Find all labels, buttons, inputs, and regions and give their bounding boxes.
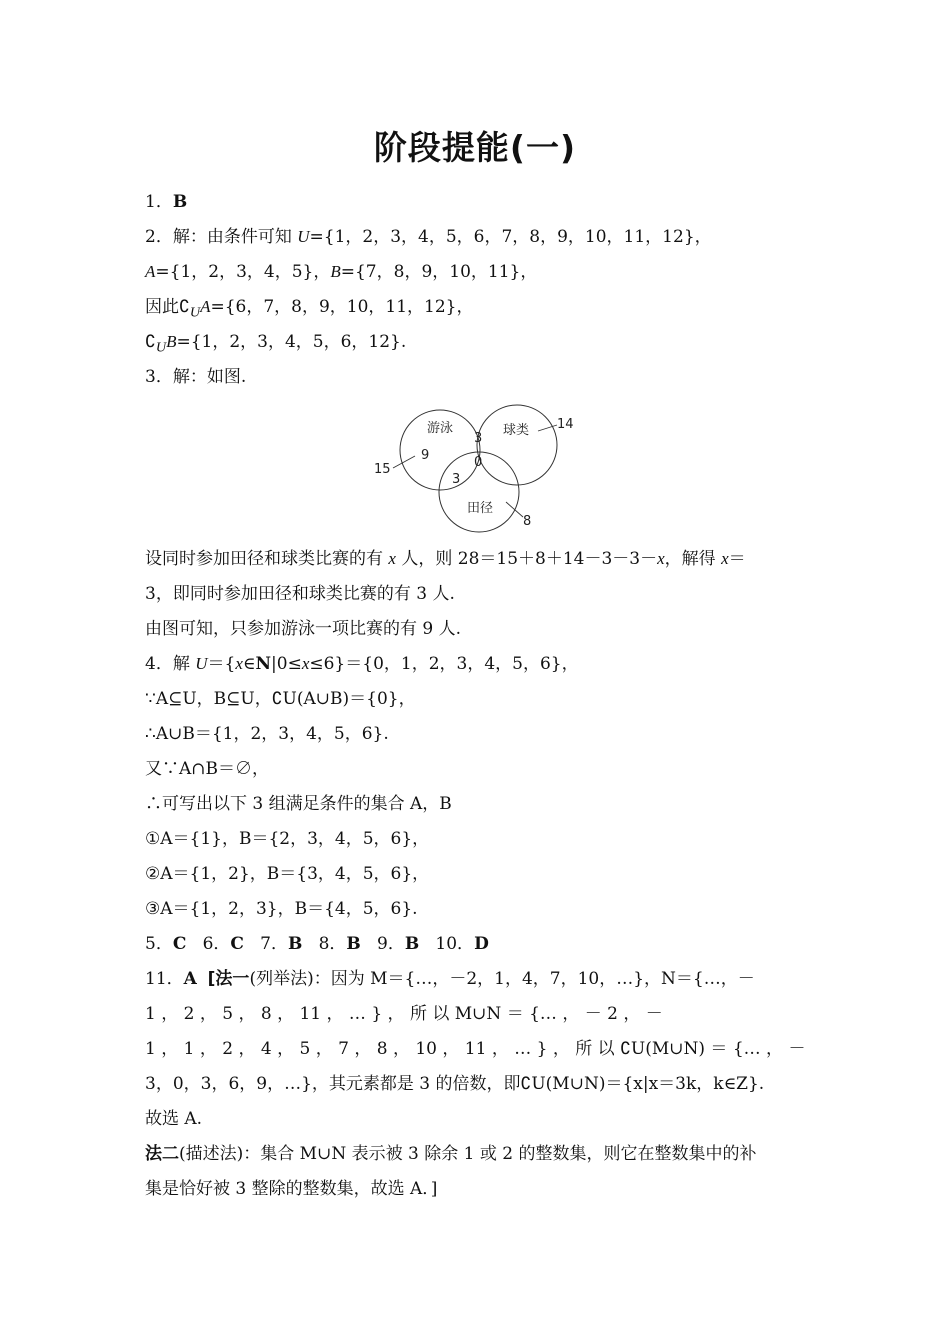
answer-11-line-1: 11．A [法一(列举法)：因为 M＝{…，－2，1，4，7，10，…}，N＝{…，－ — [145, 969, 755, 989]
answer-3-lead: 3．解：如图. — [145, 367, 247, 387]
venn-total-track: 8 — [523, 514, 532, 529]
answer-11-line-2: 1 ， 2 ， 5 ， 8 ， 11 ， … } ， 所 以 M∪N ＝ {… ， － 2 ， － — [145, 1004, 663, 1024]
venn-pointer-track — [506, 502, 523, 517]
answer-4-line-6: ①A＝{1}，B＝{2，3，4，5，6}， — [145, 829, 430, 849]
venn-swim-track: 3 — [452, 472, 461, 487]
venn-total-swim: 15 — [374, 462, 391, 477]
venn-total-ball: 14 — [557, 417, 574, 432]
answer-2-line-4: $∁_UB=\{1$，2，3，4，5，6，12}. — [145, 332, 407, 356]
answer-11-line-7: 集是恰好被 3 整除的整数集，故选 A．] — [145, 1179, 438, 1199]
answer-11-line-4: 3，0，3，6，9，…}，其元素都是 3 的倍数，即∁U(M∪N)＝{x|x＝3k，k∈Z}. — [145, 1074, 765, 1094]
venn-label-swim: 游泳 — [427, 421, 454, 436]
answer-2-line-1: 2．解：由条件可知 U={1，2，3，4，5，6，7，8，9，10，11，12}， — [145, 227, 712, 247]
answer-4-line-7: ②A＝{1，2}，B＝{3，4，5，6}， — [145, 864, 430, 884]
answer-11-line-6: 法二(描述法)：集合 M∪N 表示被 3 除余 1 或 2 的整数集，则它在整数集中的补 — [145, 1144, 757, 1164]
answers-5-to-10: 5．C 6．C 7．B 8．B 9．B 10．D — [145, 934, 489, 954]
answer-4-line-3: ∴A∪B＝{1，2，3，4，5，6}. — [145, 724, 389, 744]
answer-3-line-3: 由图可知，只参加游泳一项比赛的有 9 人. — [145, 619, 462, 639]
venn-center: 0 — [474, 455, 483, 470]
venn-diagram — [365, 398, 595, 538]
venn-swim-ball: 3 — [474, 431, 483, 446]
answer-2-line-3: 因此$∁_UA=\{6$，7，8，9，10，11，12}， — [145, 297, 474, 321]
answer-1: 1．B — [145, 192, 188, 212]
answer-4-line-4: 又∵A∩B＝∅， — [145, 759, 270, 779]
answer-4-line-5: ∴可写出以下 3 组满足条件的集合 A，B — [145, 794, 452, 814]
answer-11-line-5: 故选 A. — [145, 1109, 203, 1129]
venn-only-swim: 9 — [421, 448, 430, 463]
answer-4-line-1: 4．解 U＝{x∈N|0≤x≤6}＝{0，1，2，3，4，5，6}， — [145, 654, 579, 674]
answer-11-line-3: 1 ， 1 ， 2 ， 4 ， 5 ， 7 ， 8 ， 10 ， 11 ， … } ， 所 以 ∁U(M∪N) ＝ {… ， － — [145, 1039, 806, 1059]
venn-circle-ball — [477, 405, 557, 485]
venn-label-track: 田径 — [467, 501, 494, 516]
answer-4-line-8: ③A＝{1，2，3}，B＝{4，5，6}. — [145, 899, 418, 919]
page-title: 阶段提能(一) — [373, 128, 577, 167]
answer-3-line-2: 3，即同时参加田径和球类比赛的有 3 人. — [145, 584, 455, 604]
venn-label-ball: 球类 — [503, 423, 530, 438]
answer-4-line-2: ∵A⊆U，B⊆U，∁U(A∪B)＝{0}， — [145, 689, 416, 709]
answer-2-line-2: A={1，2，3，4，5}，B={7，8，9，10，11}， — [145, 262, 538, 282]
answer-3-line-1: 设同时参加田径和球类比赛的有 x 人，则 28＝15＋8＋14－3－3－x，解得 x＝ — [145, 549, 746, 569]
venn-pointer-swim — [393, 456, 415, 468]
